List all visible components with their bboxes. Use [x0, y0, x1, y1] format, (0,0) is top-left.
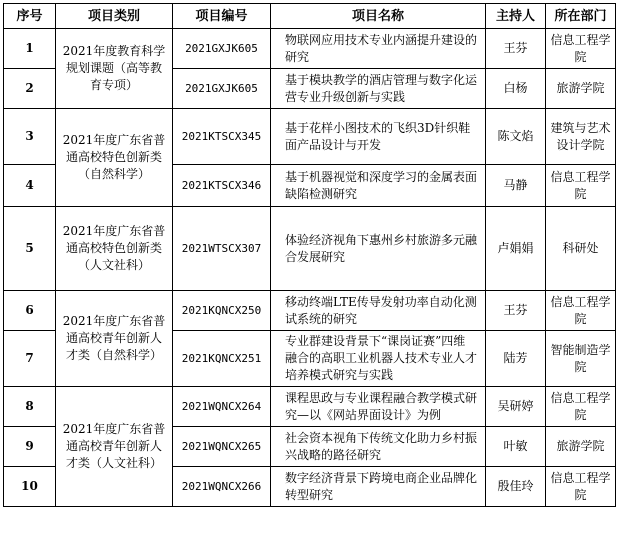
row-no: 8 [4, 387, 56, 427]
row-dept: 信息工程学院 [546, 387, 616, 427]
table-row [4, 387, 616, 427]
row-no: 2 [4, 69, 56, 109]
row-category: 2021年度广东省普通高校特色创新类（人文社科） [56, 207, 173, 291]
row-code: 2021KQNCX250 [173, 291, 271, 331]
row-category: 2021年度教育科学规划课题（高等教育专项） [56, 29, 173, 109]
row-name: 基于模块教学的酒店管理与数字化运营专业升级创新与实践 [271, 69, 486, 109]
header-code: 项目编号 [173, 4, 271, 29]
row-name: 数字经济背景下跨境电商企业品牌化转型研究 [271, 467, 486, 507]
row-name: 专业群建设背景下“课岗证赛”四维融合的高职工业机器人技术专业人才培养模式研究与实践 [271, 331, 486, 387]
row-host: 陈文焰 [486, 109, 546, 165]
table-row [4, 109, 616, 165]
row-dept: 建筑与艺术设计学院 [546, 109, 616, 165]
table-row [4, 291, 616, 331]
row-no: 6 [4, 291, 56, 331]
header-name: 项目名称 [271, 4, 486, 29]
row-no: 3 [4, 109, 56, 165]
row-no: 9 [4, 427, 56, 467]
row-name: 课程思政与专业课程融合教学模式研究—以《网站界面设计》为例 [271, 387, 486, 427]
row-host: 王芬 [486, 29, 546, 69]
row-name: 基于机器视觉和深度学习的金属表面缺陷检测研究 [271, 165, 486, 207]
row-dept: 智能制造学院 [546, 331, 616, 387]
row-name: 体验经济视角下惠州乡村旅游多元融合发展研究 [271, 207, 486, 291]
row-host: 陆芳 [486, 331, 546, 387]
row-code: 2021WQNCX266 [173, 467, 271, 507]
header-dept: 所在部门 [546, 4, 616, 29]
header-row [4, 4, 616, 29]
row-dept: 信息工程学院 [546, 467, 616, 507]
table-row [4, 207, 616, 291]
row-dept: 信息工程学院 [546, 165, 616, 207]
row-code: 2021GXJK605 [173, 69, 271, 109]
row-name: 移动终端LTE传导发射功率自动化测试系统的研究 [271, 291, 486, 331]
row-code: 2021WQNCX265 [173, 427, 271, 467]
row-dept: 旅游学院 [546, 427, 616, 467]
row-name: 物联网应用技术专业内涵提升建设的研究 [271, 29, 486, 69]
row-no: 4 [4, 165, 56, 207]
row-dept: 科研处 [546, 207, 616, 291]
row-name: 基于花样小图技术的飞织3D针织鞋面产品设计与开发 [271, 109, 486, 165]
row-host: 殷佳玲 [486, 467, 546, 507]
row-host: 王芬 [486, 291, 546, 331]
row-code: 2021WTSCX307 [173, 207, 271, 291]
row-dept: 信息工程学院 [546, 291, 616, 331]
row-host: 马静 [486, 165, 546, 207]
row-category: 2021年度广东省普通高校特色创新类（自然科学） [56, 109, 173, 207]
row-code: 2021GXJK605 [173, 29, 271, 69]
row-code: 2021KQNCX251 [173, 331, 271, 387]
row-code: 2021WQNCX264 [173, 387, 271, 427]
row-no: 5 [4, 207, 56, 291]
row-category: 2021年度广东省普通高校青年创新人才类（自然科学） [56, 291, 173, 387]
header-no: 序号 [4, 4, 56, 29]
header-host: 主持人 [486, 4, 546, 29]
row-dept: 信息工程学院 [546, 29, 616, 69]
row-host: 吴研婷 [486, 387, 546, 427]
row-category: 2021年度广东省普通高校青年创新人才类（人文社科） [56, 387, 173, 507]
row-name: 社会资本视角下传统文化助力乡村振兴战略的路径研究 [271, 427, 486, 467]
row-host: 叶敏 [486, 427, 546, 467]
row-dept: 旅游学院 [546, 69, 616, 109]
row-host: 卢娟娟 [486, 207, 546, 291]
row-no: 7 [4, 331, 56, 387]
row-no: 10 [4, 467, 56, 507]
row-no: 1 [4, 29, 56, 69]
row-code: 2021KTSCX346 [173, 165, 271, 207]
row-code: 2021KTSCX345 [173, 109, 271, 165]
project-table [3, 3, 616, 507]
header-category: 项目类别 [56, 4, 173, 29]
row-host: 白杨 [486, 69, 546, 109]
table-row [4, 29, 616, 69]
